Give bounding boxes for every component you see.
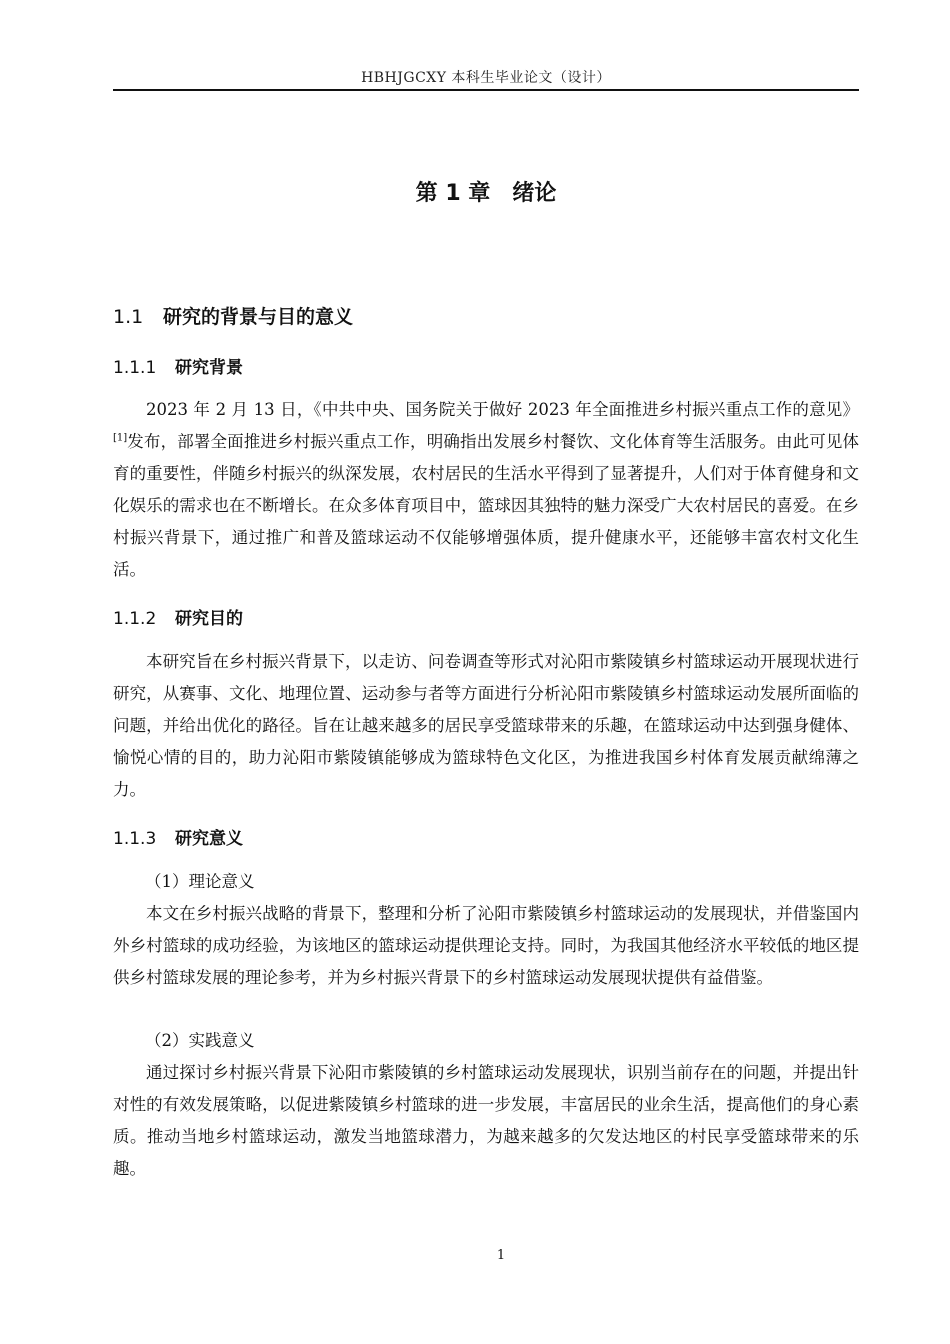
header-rule <box>113 89 859 91</box>
chapter-number: 第 1 章 <box>415 181 491 206</box>
section-number: 1.1.2 <box>113 609 157 629</box>
background-paragraph <box>113 394 859 586</box>
section-title: 研究的背景与目的意义 <box>163 306 354 328</box>
section-title: 研究背景 <box>175 358 243 378</box>
section-number: 1.1.1 <box>113 358 157 378</box>
theory-paragraph: 本文在乡村振兴战略的背景下，整理和分析了沁阳市紫陵镇乡村篮球运动的发展现状，并借鉴国内外乡村篮球的成功经验，为该地区的篮球运动提供理论支持。同时，为我国其他经济水平较低的地区提供乡村篮球发展的理论参考，并为乡村振兴背景下的乡村篮球运动发展现状提供有益借鉴。 <box>113 904 859 987</box>
practice-significance-label: （2）实践意义 <box>145 1031 255 1050</box>
citation-ref: [1] <box>113 432 128 444</box>
chapter-title <box>113 176 859 212</box>
purpose-paragraph: 本研究旨在乡村振兴背景下，以走访、问卷调查等形式对沁阳市紫陵镇乡村篮球运动开展现状进行研究，从赛事、文化、地理位置、运动参与者等方面进行分析沁阳市紫陵镇乡村篮球运动发展所面临的问题，并给出优化的路径。旨在让越来越多的居民享受篮球带来的乐趣，在篮球运动中达到强身健体、愉悦心情的目的，助力沁阳市紫陵镇能够成为篮球特色文化区，为推进我国乡村体育发展贡献绵薄之力。 <box>113 652 859 799</box>
section-title: 研究意义 <box>175 829 243 849</box>
section-heading-1-1-1 <box>113 354 243 382</box>
section-heading-1-1-2 <box>113 605 243 633</box>
section-heading-1-1-3 <box>113 825 243 853</box>
running-header: HBHJGCXY 本科生毕业论文（设计） <box>361 70 611 86</box>
section-heading-1-1 <box>113 302 353 332</box>
practice-paragraph: 通过探讨乡村振兴背景下沁阳市紫陵镇的乡村篮球运动发展现状，识别当前存在的问题，并提出针对性的有效发展策略，以促进紫陵镇乡村篮球的进一步发展，丰富居民的业余生活，提高他们的身心素质。推动当地乡村篮球运动，激发当地篮球潜力，为越来越多的欠发达地区的村民享受篮球带来的乐趣。 <box>113 1063 859 1178</box>
section-number: 1.1 <box>113 306 144 328</box>
theory-significance-label: （1）理论意义 <box>145 872 255 891</box>
page-number: 1 <box>496 1248 506 1263</box>
section-number: 1.1.3 <box>113 829 157 849</box>
background-text-2: 发布，部署全面推进乡村振兴重点工作，明确指出发展乡村餐饮、文化体育等生活服务。由此可见体育的重要性，伴随乡村振兴的纵深发展，农村居民的生活水平得到了显著提升，人们对于体育健身和文化娱乐的需求也在不断增长。在众多体育项目中，篮球因其独特的魅力深受广大农村居民的喜爱。在乡村振兴背景下，通过推广和普及篮球运动不仅能够增强体质，提升健康水平，还能够丰富农村文化生活。 <box>113 432 859 579</box>
background-text-1: 2023 年 2 月 13 日，《中共中央、国务院关于做好 2023 年全面推进乡村振兴重点工作的意见》 <box>146 400 859 419</box>
chapter-name: 绪论 <box>512 181 557 206</box>
section-title: 研究目的 <box>175 609 243 629</box>
